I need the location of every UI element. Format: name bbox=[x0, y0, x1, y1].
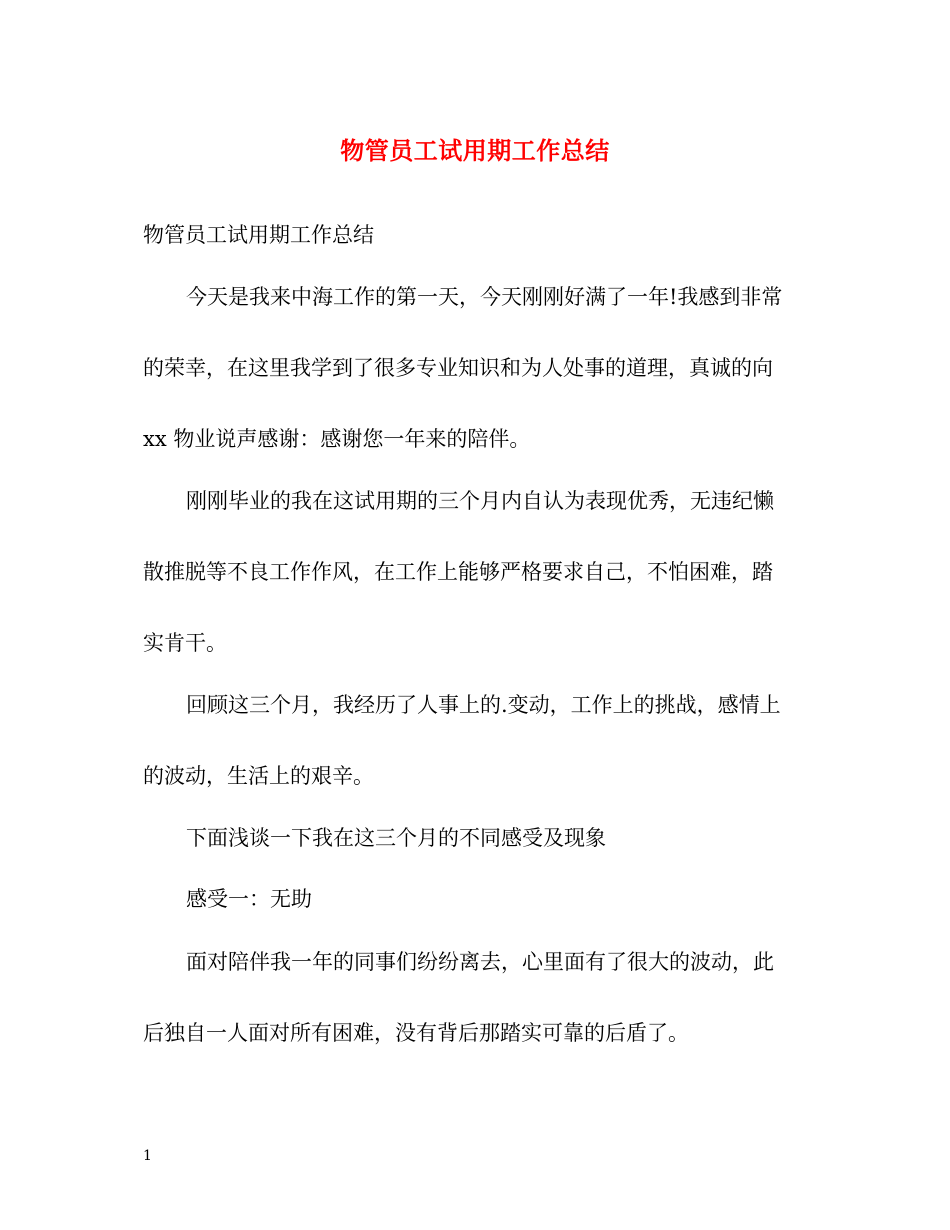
paragraph-line: 面对陪伴我一年的同事们纷纷离去，心里面有了很大的波动，此 bbox=[186, 950, 774, 974]
document-title: 物管员工试用期工作总结 bbox=[340, 136, 610, 165]
paragraph-line: xx 物业说声感谢：感谢您一年来的陪伴。 bbox=[143, 427, 531, 451]
paragraph-line: 实肯干。 bbox=[143, 631, 227, 655]
paragraph-line: 刚刚毕业的我在这试用期的三个月内自认为表现优秀，无违纪懒 bbox=[186, 489, 774, 513]
page-number: 1 bbox=[143, 1148, 152, 1164]
paragraph-line: 今天是我来中海工作的第一天，今天刚刚好满了一年!我感到非常 bbox=[186, 285, 783, 309]
paragraph-line: 后独自一人面对所有困难，没有背后那踏实可靠的后盾了。 bbox=[143, 1021, 689, 1045]
paragraph-line: 的荣幸，在这里我学到了很多专业知识和为人处事的道理，真诚的向 bbox=[143, 356, 773, 380]
paragraph-line: 散推脱等不良工作作风，在工作上能够严格要求自己，不怕困难，踏 bbox=[143, 560, 773, 584]
section-heading: 感受一：无助 bbox=[186, 887, 312, 911]
paragraph-line: 下面浅谈一下我在这三个月的不同感受及现象 bbox=[186, 826, 606, 850]
paragraph-line: 回顾这三个月，我经历了人事上的.变动，工作上的挑战，感情上 bbox=[186, 693, 781, 717]
subtitle-line: 物管员工试用期工作总结 bbox=[143, 223, 374, 247]
paragraph-line: 的波动，生活上的艰辛。 bbox=[143, 764, 374, 788]
